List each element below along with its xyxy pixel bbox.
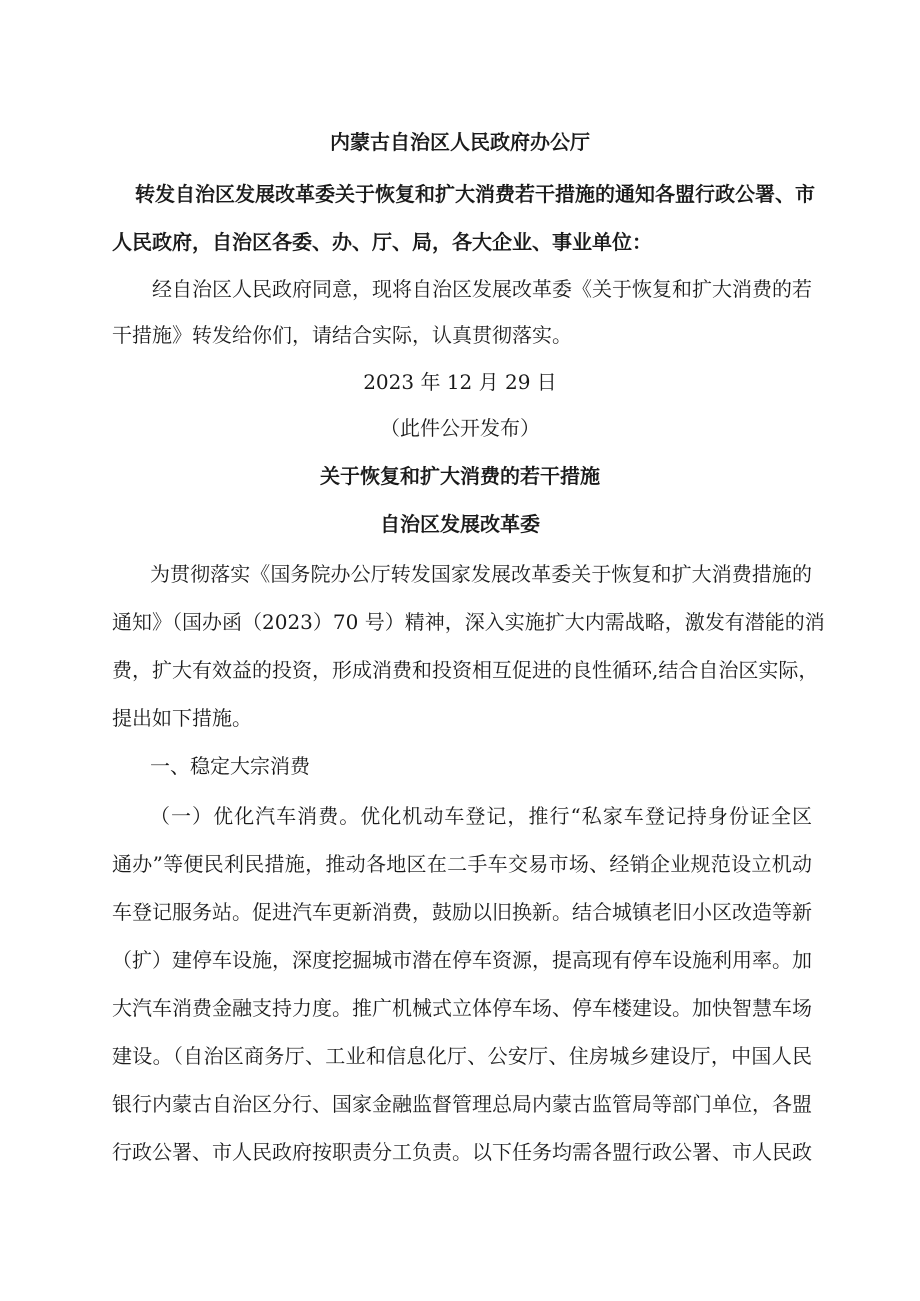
- section-1-heading: 一、稳定大宗消费: [150, 754, 310, 778]
- item-1-line-7: 银行内蒙古自治区分行、国家金融监督管理总局内蒙古监管局等部门单位，各盟: [112, 1092, 812, 1116]
- measures-title: 关于恢复和扩大消费的若干措施: [320, 464, 600, 488]
- preamble-line-3: 费，扩大有效益的投资，形成消费和投资相互促进的良性循环,结合自治区实际，: [112, 658, 819, 682]
- item-1-line-6: 建设。（自治区商务厅、工业和信息化厅、公安厅、住房城乡建设厅，中国人民: [112, 1044, 812, 1068]
- measures-issuer: 自治区发展改革委: [380, 512, 540, 536]
- office-title: 内蒙古自治区人民政府办公厅: [330, 130, 590, 154]
- item-1-line-3: 车登记服务站。促进汽车更新消费，鼓励以旧换新。结合城镇老旧小区改造等新: [112, 900, 812, 924]
- intro-line-1: 经自治区人民政府同意，现将自治区发展改革委《关于恢复和扩大消费的若: [152, 277, 812, 301]
- forward-title-line-2: 人民政府，自治区各委、办、厅、局，各大企业、事业单位：: [112, 230, 652, 254]
- preamble-line-1: 为贯彻落实《国务院办公厅转发国家发展改革委关于恢复和扩大消费措施的: [150, 562, 812, 586]
- issue-date: 2023 年 12 月 29 日: [363, 370, 557, 394]
- item-1-line-1: （一）优化汽车消费。优化机动车登记，推行“私家车登记持身份证全区: [150, 804, 812, 828]
- item-1-line-8: 行政公署、市人民政府按职责分工负责。以下任务均需各盟行政公署、市人民政: [112, 1140, 812, 1164]
- intro-line-2: 干措施》转发给你们，请结合实际，认真贯彻落实。: [112, 323, 572, 347]
- forward-title-line-1: 转发自治区发展改革委关于恢复和扩大消费若干措施的通知各盟行政公署、市: [135, 182, 815, 206]
- preamble-line-2: 通知》（国办函（2023）70 号）精神，深入实施扩大内需战略，激发有潜能的消: [112, 610, 825, 634]
- preamble-line-4: 提出如下措施。: [112, 706, 252, 730]
- publish-note: （此件公开发布）: [380, 416, 540, 440]
- item-1-line-4: （扩）建停车设施，深度挖掘城市潜在停车资源，提高现有停车设施利用率。加: [112, 948, 812, 972]
- item-1-line-5: 大汽车消费金融支持力度。推广机械式立体停车场、停车楼建设。加快智慧车场: [112, 996, 812, 1020]
- item-1-line-2: 通办”等便民利民措施，推动各地区在二手车交易市场、经销企业规范设立机动: [112, 852, 812, 876]
